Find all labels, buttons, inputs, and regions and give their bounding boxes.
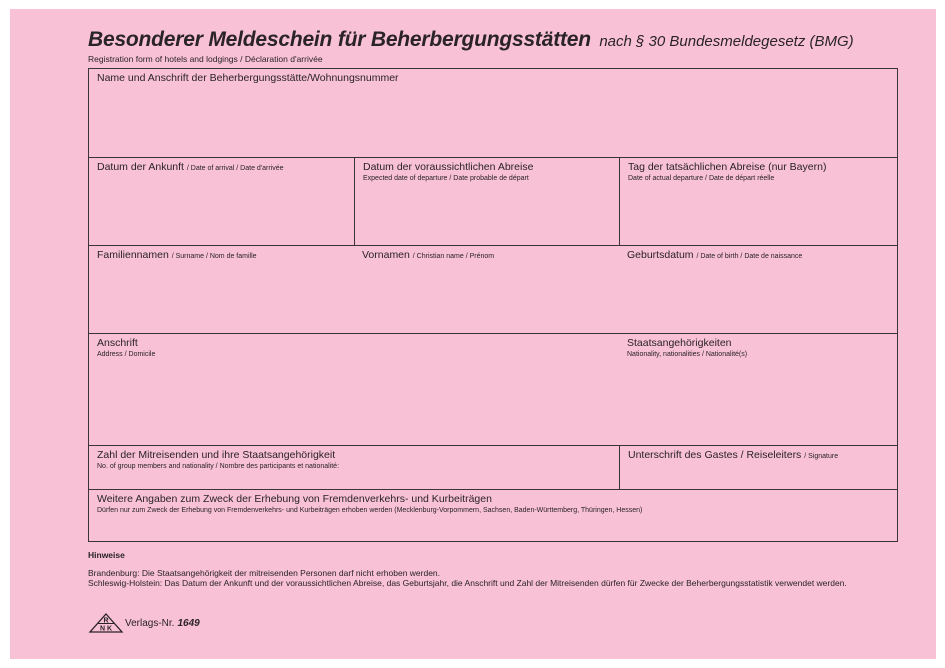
row-group xyxy=(89,446,897,490)
address-label: Anschrift xyxy=(97,337,138,349)
notes-heading: Hinweise xyxy=(88,550,125,560)
surname-translation: / Surname / Nom de famille xyxy=(171,253,257,260)
row-establishment xyxy=(89,69,897,158)
group-members-translation: No. of group members and nationality / Nombre des participants et nationalité: xyxy=(97,463,340,470)
registration-form-grid xyxy=(88,68,898,542)
note-brandenburg: Brandenburg: Die Staatsangehörigkeit der mitreisenden Personen darf nicht erhoben werden. xyxy=(88,567,441,578)
actual-departure-translation: Date of actual departure / Date de départ réelle xyxy=(628,175,775,182)
row-address xyxy=(89,334,897,446)
expected-departure-field[interactable] xyxy=(354,158,619,245)
row-person xyxy=(89,246,897,334)
establishment-label: Name und Anschrift der Beherbergungsstätte/Wohnungsnummer xyxy=(97,72,399,84)
row-further-info xyxy=(89,490,897,541)
publisher-logo-letters-bottom: N K xyxy=(99,625,113,633)
further-info-translation: Dürfen nur zum Zweck der Erhebung von Fremdenverkehrs- und Kurbeiträgen erhoben werden (Mecklenburg-Vorpommern, Sachsen, Baden-Württemberg, Thüringen, Hessen) xyxy=(97,507,643,514)
date-of-birth-translation: / Date of birth / Date de naissance xyxy=(696,253,803,260)
expected-departure-translation: Expected date of departure / Date probable de départ xyxy=(363,175,529,182)
title-row xyxy=(88,28,854,52)
date-of-birth-field[interactable] xyxy=(619,246,897,333)
group-members-field[interactable] xyxy=(89,446,619,489)
nationality-label: Staatsangehörigkeiten xyxy=(627,337,732,349)
further-info-field[interactable] xyxy=(89,490,897,541)
address-translation: Address / Domicile xyxy=(97,351,156,358)
first-name-label: Vornamen xyxy=(362,249,410,261)
nationality-field[interactable] xyxy=(619,334,897,445)
signature-field[interactable] xyxy=(619,446,897,489)
actual-departure-label: Tag der tatsächlichen Abreise (nur Bayern) xyxy=(628,161,827,173)
actual-departure-field[interactable] xyxy=(619,158,897,245)
publisher-logo-icon xyxy=(88,612,124,634)
nationality-translation: Nationality, nationalities / Nationalité(s) xyxy=(627,351,748,358)
signature-translation: / Signature xyxy=(804,453,839,460)
expected-departure-label: Datum der voraussichtlichen Abreise xyxy=(363,161,534,173)
group-members-label: Zahl der Mitreisenden und ihre Staatsangehörigkeit xyxy=(97,449,336,461)
publisher-logo-letter-top: R xyxy=(103,617,109,625)
page-title: Besonderer Meldeschein für Beherbergungsstätten xyxy=(88,28,591,51)
title-legal-reference: nach § 30 Bundesmeldegesetz (BMG) xyxy=(599,33,854,50)
row-dates xyxy=(89,158,897,246)
establishment-field[interactable] xyxy=(89,69,897,157)
verlag-label: Verlags-Nr. xyxy=(125,617,175,629)
first-name-field[interactable] xyxy=(354,246,619,333)
surname-label: Familiennamen xyxy=(97,249,169,261)
note-schleswig-holstein: Schleswig-Holstein: Das Datum der Ankunft und der voraussichtlichen Abreise, das Geburtsjahr, die Anschrift und Zahl der Mitreisenden dürfen für Zwecke der Beherbergungsstatistik verwendet werden. xyxy=(88,578,847,588)
arrival-date-field[interactable] xyxy=(89,158,354,245)
signature-label: Unterschrift des Gastes / Reiseleiters xyxy=(628,449,802,461)
date-of-birth-label: Geburtsdatum xyxy=(627,249,694,261)
further-info-label: Weitere Angaben zum Zweck der Erhebung von Fremdenverkehrs- und Kurbeiträgen xyxy=(97,493,492,505)
verlag-number: 1649 xyxy=(177,617,200,629)
notes-section xyxy=(88,550,903,589)
surname-field[interactable] xyxy=(89,246,354,333)
address-field[interactable] xyxy=(89,334,619,445)
first-name-translation: / Christian name / Prénom xyxy=(412,253,495,260)
publisher-footer xyxy=(88,612,200,634)
arrival-date-label: Datum der Ankunft xyxy=(97,161,184,173)
arrival-date-translation: / Date of arrival / Date d'arrivée xyxy=(186,165,284,172)
page-subtitle: Registration form of hotels and lodgings / Déclaration d'arrivée xyxy=(88,54,323,64)
